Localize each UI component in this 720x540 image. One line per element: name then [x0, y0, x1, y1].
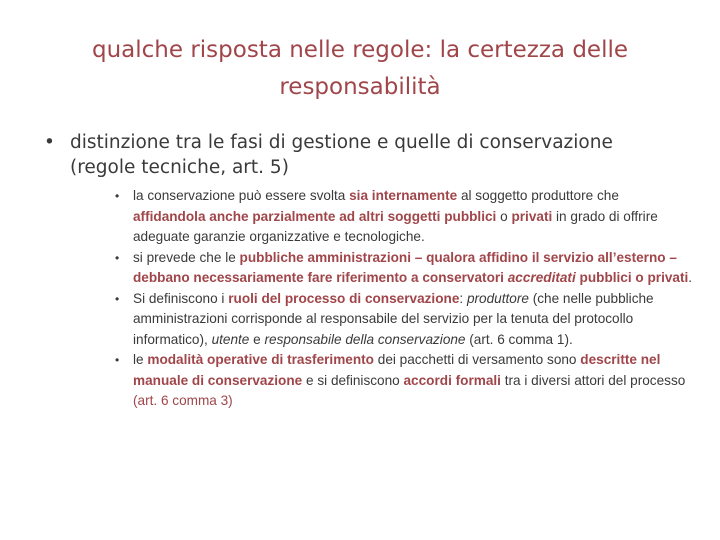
sub-bullet-text-segment: e: [249, 331, 265, 347]
sub-bullet-text-segment: produttore: [466, 290, 529, 306]
sub-bullet-text-segment: pubbliche amministrazioni – qualora affidino il servizio all’esterno – debbano necessariamente fare riferimento a conservatori: [133, 249, 677, 285]
main-bullet: [44, 130, 684, 180]
sub-bullet-text-segment: in grado di offrire adeguate garanzie organizzative e tecnologiche.: [133, 208, 658, 244]
main-bullet-text: distinzione tra le fasi di gestione e quelle di conservazione (regole tecniche, art. 5): [70, 132, 613, 178]
sub-bullet-text-segment: le: [133, 352, 148, 367]
sub-bullet-text-segment: pubblici o privati: [575, 270, 689, 285]
sub-bullet-text-segment: ruoli del processo di conservazione: [228, 290, 460, 306]
sub-bullet-text-segment: descritte nel manuale di conservazione: [133, 352, 661, 388]
sub-bullet-item: [115, 186, 695, 248]
sub-bullet-text-segment: al soggetto produttore che: [457, 188, 619, 203]
slide-title: [30, 32, 690, 106]
sub-bullet-list: [115, 186, 695, 412]
sub-bullet-dot: •: [115, 291, 120, 306]
sub-bullet-dot: •: [115, 189, 120, 203]
sub-bullet-text-segment: :: [459, 290, 467, 306]
sub-bullet-item: [115, 289, 695, 351]
sub-bullet-text-segment: modalità operative di trasferimento: [147, 352, 374, 367]
sub-bullet-text-segment: responsabile della conservazione: [264, 331, 466, 347]
sub-bullet-text-segment: accordi formali: [403, 372, 501, 388]
sub-bullet-text-segment: o: [496, 208, 512, 224]
sub-bullet-text-segment: accreditati: [507, 270, 576, 285]
sub-bullet-text-segment: dei pacchetti di versamento sono: [373, 352, 581, 367]
sub-bullet-text-segment: privati: [511, 208, 553, 224]
bullet-dot: •: [44, 132, 55, 153]
sub-bullet-text-segment: si prevede che le: [133, 249, 240, 265]
sub-bullet-dot: •: [115, 353, 120, 367]
sub-bullet-text-segment: .: [688, 270, 693, 285]
sub-bullet-text-segment: sia internamente: [349, 188, 458, 203]
sub-bullet-text-segment: (che nelle pubbliche amministrazioni corrisponde al responsabile del servizio per la tenuta del protocollo informatico),: [133, 290, 654, 347]
sub-bullet-text-segment: (art. 6 comma 1).: [465, 331, 573, 347]
title-line-2: responsabilità: [279, 74, 441, 100]
sub-bullet-text-segment: Si definiscono i: [133, 290, 229, 306]
title-line-1: qualche risposta nelle regole: la certezza delle: [91, 37, 629, 63]
sub-bullet-text-segment: tra i diversi attori del processo: [500, 372, 686, 388]
sub-bullet-item: [115, 248, 695, 289]
sub-bullet-text-segment: la conservazione può essere svolta: [133, 188, 350, 203]
sub-bullet-dot: •: [115, 250, 120, 265]
sub-bullet-item: [115, 350, 695, 412]
sub-bullet-text-segment: (art. 6 comma 3): [133, 393, 233, 408]
sub-bullet-text-segment: utente: [211, 331, 250, 347]
sub-bullet-text-segment: e si definiscono: [302, 372, 404, 388]
sub-bullet-text-segment: affidandola anche parzialmente ad altri soggetti pubblici: [133, 208, 497, 224]
